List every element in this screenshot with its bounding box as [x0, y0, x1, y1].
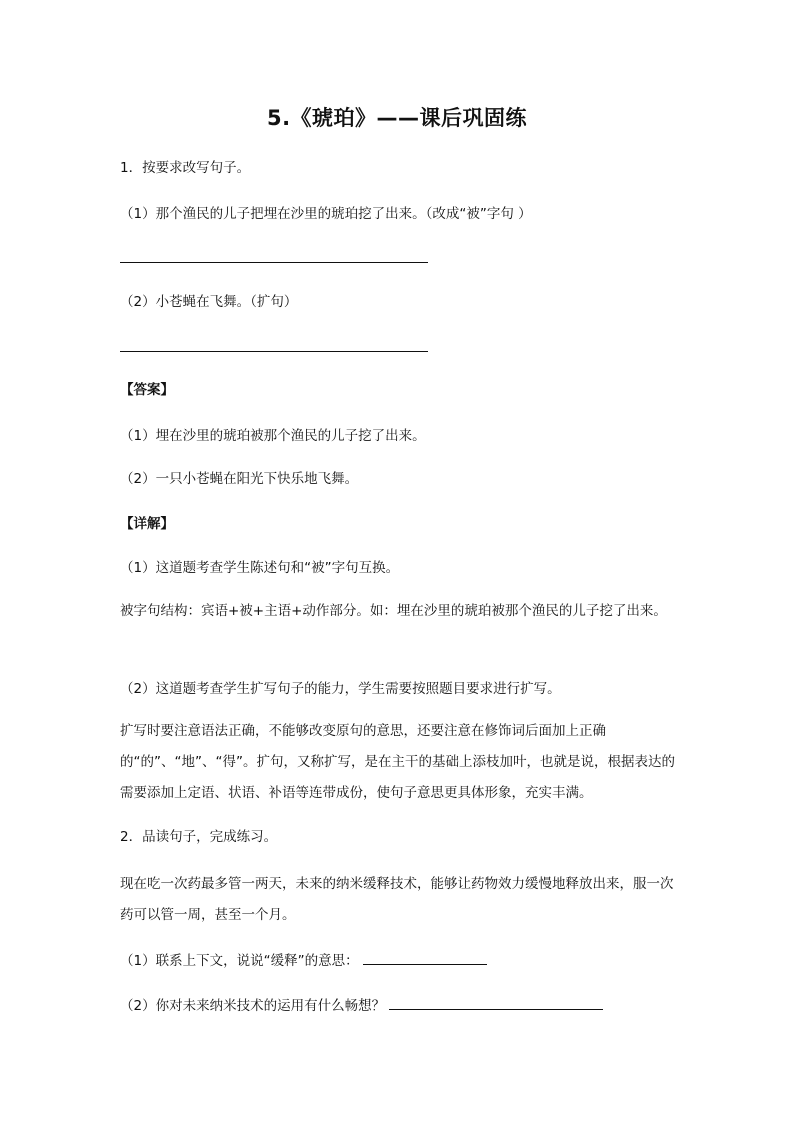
question-1-stem: 1．按要求改写句子。 [120, 160, 251, 176]
answer-2: （2）一只小苍蝇在阳光下快乐地飞舞。 [120, 471, 359, 487]
detail-heading: 【详解】 [120, 516, 174, 532]
answer-blank-1[interactable] [120, 262, 428, 263]
detail-2: （2）这道题考查学生扩写句子的能力，学生需要按照题目要求进行扩写。 [120, 681, 561, 697]
detail-2-explanation: 扩写时要注意语法正确，不能够改变原句的意思，还要注意在修饰词后面加上正确的“的”、“地”、“得”。扩句，又称扩写，是在主干的基础上添枝加叶，也就是说，根据表达的需要添加上定语、状语、补语等连带成份，使句子意思更具体形象，充实丰满。 [120, 723, 675, 801]
question-2-sub-2 [120, 996, 603, 1016]
answer-heading: 【答案】 [120, 382, 174, 398]
detail-1-explanation: 被字句结构：宾语+被+主语+动作部分。如：埋在沙里的琥珀被那个渔民的儿子挖了出来。 [120, 603, 667, 619]
question-2-sub-1 [120, 951, 487, 971]
answer-blank-2[interactable] [120, 351, 428, 352]
question-1-sub-1: （1）那个渔民的儿子把埋在沙里的琥珀挖了出来。（改成“被”字句 ） [120, 206, 532, 222]
question-2-sub-2-text: （2）你对未来纳米技术的运用有什么畅想？ [120, 998, 386, 1014]
answer-blank-4[interactable] [389, 1009, 603, 1010]
question-2-stem: 2．品读句子，完成练习。 [120, 829, 278, 845]
question-1-sub-2: （2）小苍蝇在飞舞。（扩句） [120, 294, 298, 310]
question-2-sub-1-text: （1）联系上下文，说说“缓释”的意思： [120, 953, 359, 969]
answer-1: （1）埋在沙里的琥珀被那个渔民的儿子挖了出来。 [120, 428, 426, 444]
question-2-passage: 现在吃一次药最多管一两天，未来的纳米缓释技术，能够让药物效力缓慢地释放出来，服一次药可以管一周，甚至一个月。 [120, 876, 674, 923]
answer-blank-3[interactable] [363, 964, 487, 965]
page-title: 5.《琥珀》——课后巩固练 [266, 106, 528, 130]
detail-1: （1）这道题考查学生陈述句和“被”字句互换。 [120, 560, 400, 576]
